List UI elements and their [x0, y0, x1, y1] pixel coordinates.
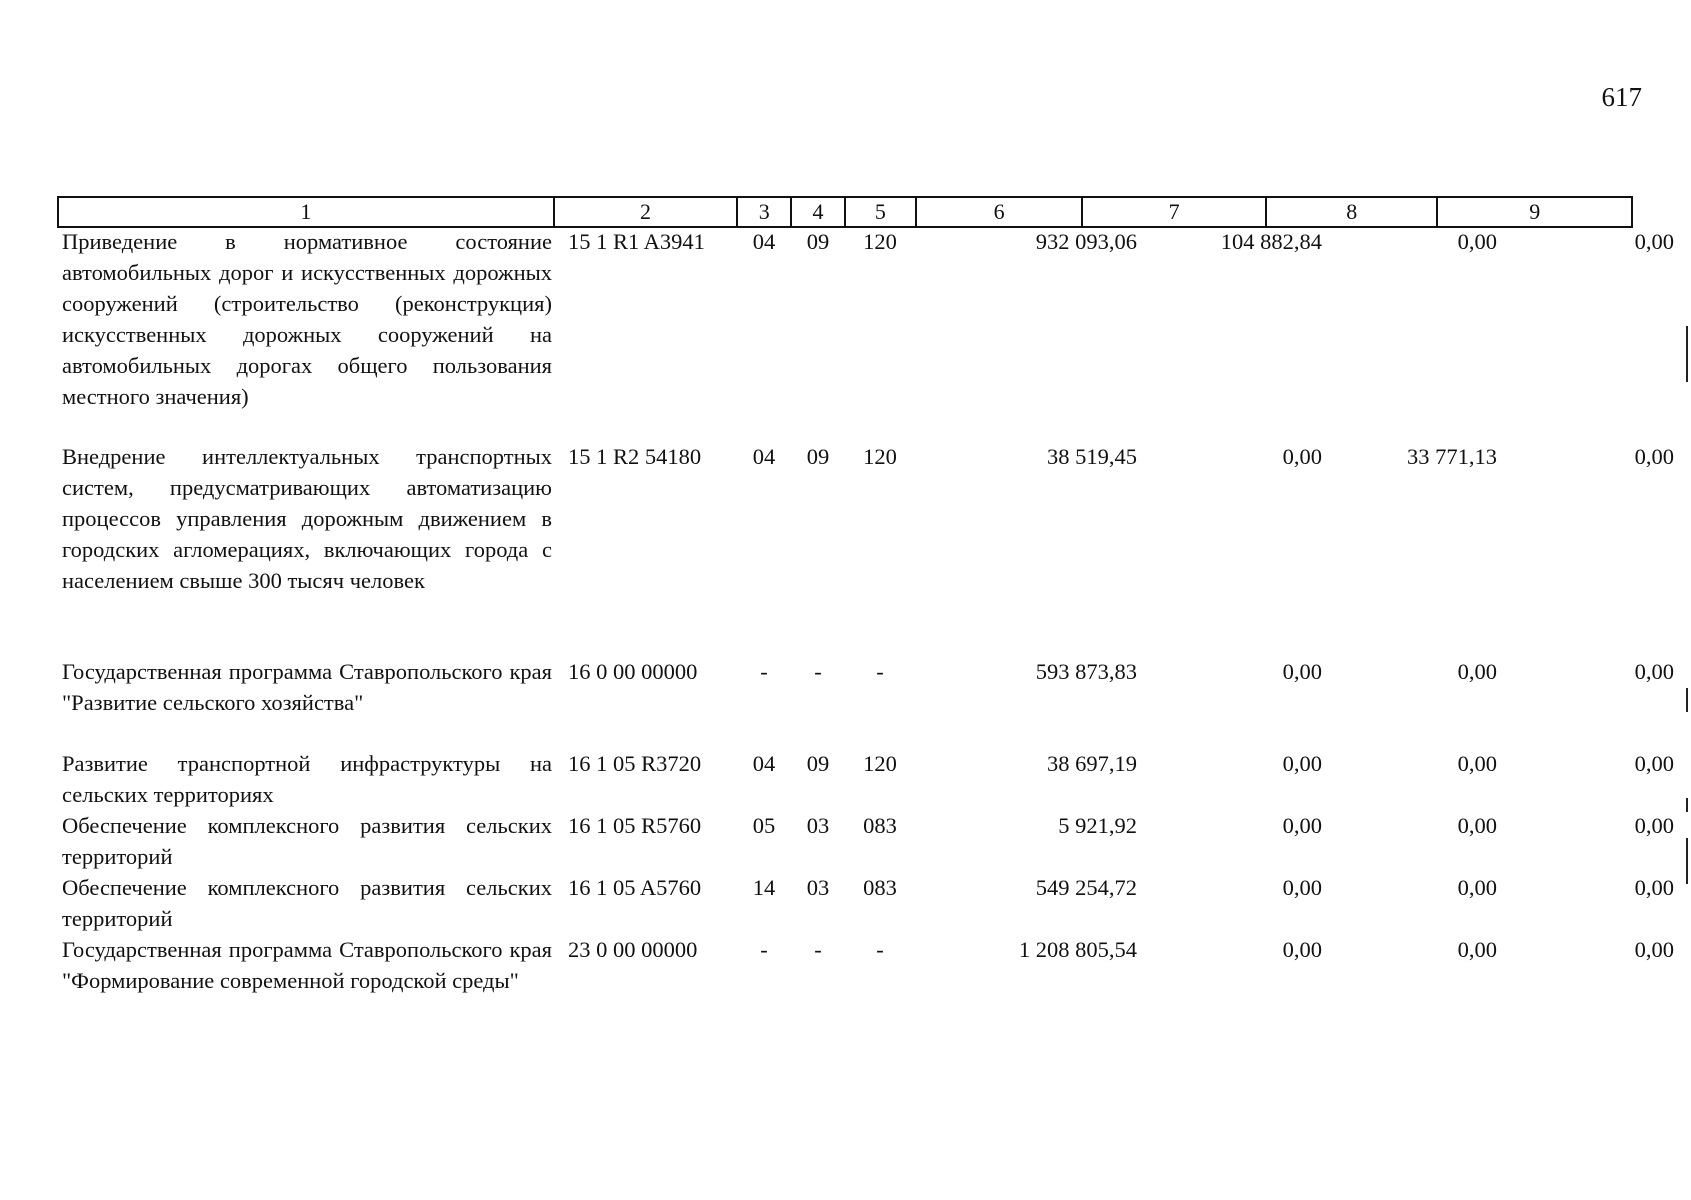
- row-name: Внедрение интеллектуальных транспортных систем, предусматривающих автоматизацию процессов управления дорожным движением в городских агломерациях, включающих города с населением свыше 300 тысяч человек: [62, 444, 552, 593]
- row-col-6: 38 519,45: [1047, 444, 1137, 469]
- table-header-row: [57, 196, 1633, 228]
- scan-edge-mark: [1686, 798, 1688, 812]
- row-name: Государственная программа Ставропольского края "Развитие сельского хозяйства": [62, 659, 552, 715]
- row-col-9: 0,00: [1634, 659, 1674, 684]
- row-col-3: 04: [752, 444, 776, 469]
- row-col-7: 0,00: [1282, 659, 1322, 684]
- header-cell-6: 6: [917, 198, 1084, 226]
- row-name: Обеспечение комплексного развития сельских территорий: [62, 875, 552, 931]
- scan-edge-mark: [1686, 326, 1688, 382]
- row-col-8: 0,00: [1457, 751, 1497, 776]
- row-col-9: 0,00: [1634, 813, 1674, 838]
- row-col-6: 593 873,83: [1035, 659, 1137, 684]
- row-col-6: 549 254,72: [1035, 875, 1137, 900]
- row-col-8: 0,00: [1457, 229, 1497, 254]
- row-col-7: 0,00: [1282, 813, 1322, 838]
- row-col-3: 04: [752, 229, 776, 254]
- row-col-8: 0,00: [1457, 659, 1497, 684]
- row-col-5: 083: [863, 875, 897, 900]
- row-col-5: 120: [863, 444, 897, 469]
- row-col-8: 33 771,13: [1407, 444, 1497, 469]
- header-cell-3: 3: [738, 198, 792, 226]
- row-col-7: 104 882,84: [1220, 229, 1322, 254]
- row-col-9: 0,00: [1634, 937, 1674, 962]
- row-col-5: -: [876, 659, 884, 684]
- header-cell-4: 4: [792, 198, 846, 226]
- row-col-7: 0,00: [1282, 751, 1322, 776]
- row-code: 16 1 05 R5760: [568, 813, 702, 838]
- row-name: Развитие транспортной инфраструктуры на сельских территориях: [62, 751, 552, 807]
- row-col-9: 0,00: [1634, 444, 1674, 469]
- row-col-7: 0,00: [1282, 444, 1322, 469]
- header-cell-5: 5: [846, 198, 917, 226]
- header-cell-2: 2: [555, 198, 739, 226]
- row-col-8: 0,00: [1457, 813, 1497, 838]
- row-col-5: -: [876, 937, 884, 962]
- row-code: 16 1 05 A5760: [568, 875, 702, 900]
- row-col-3: -: [760, 659, 768, 684]
- row-col-9: 0,00: [1634, 229, 1674, 254]
- row-col-4: -: [814, 659, 822, 684]
- row-name: Государственная программа Ставропольского края "Формирование современной городской среды": [62, 937, 552, 993]
- header-cell-7: 7: [1083, 198, 1267, 226]
- row-col-4: -: [814, 937, 822, 962]
- row-col-3: -: [760, 937, 768, 962]
- header-cell-9: 9: [1529, 199, 1541, 224]
- row-code: 15 1 R1 A3941: [568, 229, 705, 254]
- row-code: 23 0 00 00000: [568, 937, 698, 962]
- row-code: 15 1 R2 54180: [568, 444, 702, 469]
- row-col-7: 0,00: [1282, 875, 1322, 900]
- row-col-6: 5 921,92: [1058, 813, 1137, 838]
- row-name: Приведение в нормативное состояние автомобильных дорог и искусственных дорожных сооружений (строительство (реконструкция) искусственных дорожных сооружений на автомобильных дорогах общего пользования местного значения): [62, 229, 552, 409]
- page-number: 617: [1601, 82, 1642, 112]
- header-cell-8: 8: [1267, 198, 1439, 226]
- header-cell-1: 1: [59, 198, 555, 226]
- row-col-7: 0,00: [1282, 937, 1322, 962]
- row-col-5: 120: [863, 229, 897, 254]
- row-name: Обеспечение комплексного развития сельских территорий: [62, 813, 552, 869]
- scan-edge-mark: [1686, 838, 1688, 884]
- row-col-4: 03: [806, 813, 830, 838]
- row-code: 16 1 05 R3720: [568, 751, 702, 776]
- row-col-6: 38 697,19: [1047, 751, 1137, 776]
- row-col-3: 05: [752, 813, 776, 838]
- row-col-8: 0,00: [1457, 937, 1497, 962]
- row-col-5: 120: [863, 751, 897, 776]
- row-col-4: 09: [806, 751, 830, 776]
- row-col-4: 09: [806, 444, 830, 469]
- row-col-8: 0,00: [1457, 875, 1497, 900]
- row-col-6: 1 208 805,54: [1018, 937, 1137, 962]
- row-col-3: 04: [752, 751, 776, 776]
- row-col-6: 932 093,06: [1035, 229, 1137, 254]
- row-code: 16 0 00 00000: [568, 659, 698, 684]
- row-col-9: 0,00: [1634, 875, 1674, 900]
- row-col-4: 09: [806, 229, 830, 254]
- row-col-9: 0,00: [1634, 751, 1674, 776]
- row-col-4: 03: [806, 875, 830, 900]
- row-col-5: 083: [863, 813, 897, 838]
- row-col-3: 14: [752, 875, 776, 900]
- scan-edge-mark: [1686, 688, 1688, 712]
